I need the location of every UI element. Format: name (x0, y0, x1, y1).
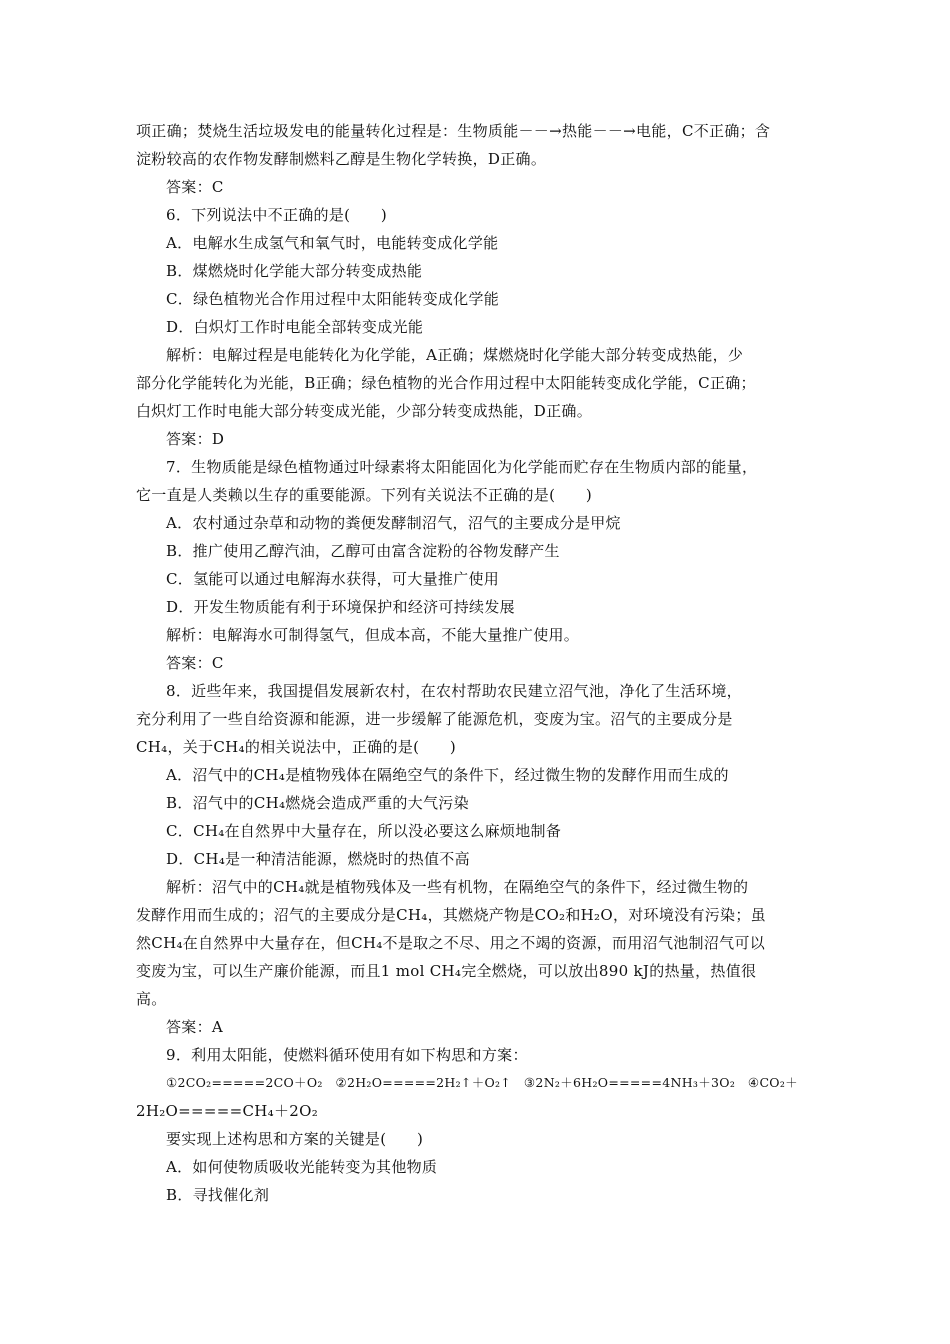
answer-line: 答案：A (166, 1018, 224, 1036)
question-8-option-b: B．沼气中的CH₄燃烧会造成严重的大气污染 (166, 794, 469, 812)
text-line: 淀粉较高的农作物发酵制燃料乙醇是生物化学转换，D正确。 (136, 150, 547, 168)
question-7-option-a: A．农村通过杂草和动物的粪便发酵制沼气，沼气的主要成分是甲烷 (166, 514, 621, 532)
question-7-option-c: C．氢能可以通过电解海水获得，可大量推广使用 (166, 570, 500, 588)
question-8-stem: 充分利用了一些自给资源和能源，进一步缓解了能源危机，变废为宝。沼气的主要成分是 (136, 710, 733, 728)
analysis-line: 白炽灯工作时电能大部分转变成光能，少部分转变成热能，D正确。 (136, 402, 593, 420)
question-7-option-b: B．推广使用乙醇汽油，乙醇可由富含淀粉的谷物发酵产生 (166, 542, 560, 560)
question-9-stem: 9．利用太阳能，使燃料循环使用有如下构思和方案： (166, 1046, 528, 1064)
analysis-line: 高。 (136, 990, 167, 1008)
question-9-option-b: B．寻找催化剂 (166, 1186, 270, 1204)
question-8-option-d: D．CH₄是一种清洁能源，燃烧时的热值不高 (166, 850, 470, 868)
question-6-option-c: C．绿色植物光合作用过程中太阳能转变成化学能 (166, 290, 500, 308)
answer-line: 答案：C (166, 654, 224, 672)
question-6-option-d: D．白炽灯工作时电能全部转变成光能 (166, 318, 424, 336)
answer-line: 答案：D (166, 430, 225, 448)
question-8-option-c: C．CH₄在自然界中大量存在，所以没必要这么麻烦地制备 (166, 822, 562, 840)
analysis-line: 然CH₄在自然界中大量存在，但CH₄不是取之不尽、用之不竭的资源，而用沼气池制沼气可以 (136, 934, 766, 952)
question-8-stem: CH₄，关于CH₄的相关说法中，正确的是( ) (136, 738, 457, 756)
analysis-line: 解析：电解过程是电能转化为化学能，A正确；煤燃烧时化学能大部分转变成热能，少 (166, 346, 744, 364)
question-8-option-a: A．沼气中的CH₄是植物残体在隔绝空气的条件下，经过微生物的发酵作用而生成的 (166, 766, 729, 784)
question-9-option-a: A．如何使物质吸收光能转变为其他物质 (166, 1158, 438, 1176)
analysis-line: 解析：沼气中的CH₄就是植物残体及一些有机物，在隔绝空气的条件下，经过微生物的 (166, 878, 749, 896)
question-9-prompt: 要实现上述构思和方案的关键是( ) (166, 1130, 424, 1148)
analysis-line: 部分化学能转化为光能，B正确；绿色植物的光合作用过程中太阳能转变成化学能，C正确； (136, 374, 756, 392)
question-7-option-d: D．开发生物质能有利于环境保护和经济可持续发展 (166, 598, 515, 616)
question-7-stem: 7．生物质能是绿色植物通过叶绿素将太阳能固化为化学能而贮存在生物质内部的能量， (166, 458, 758, 476)
question-8-stem: 8．近些年来，我国提倡发展新农村，在农村帮助农民建立沼气池，净化了生活环境， (166, 682, 742, 700)
analysis-line: 解析：电解海水可制得氢气，但成本高，不能大量推广使用。 (166, 626, 580, 644)
text-line: 项正确；焚烧生活垃圾发电的能量转化过程是：生物质能－－→热能－－→电能，C不正确；含 (136, 122, 771, 140)
analysis-line: 发酵作用而生成的；沼气的主要成分是CH₄，其燃烧产物是CO₂和H₂O，对环境没有污染；虽 (136, 906, 766, 924)
question-9-equations: 2H₂O=====CH₄＋2O₂ (136, 1102, 319, 1120)
question-9-equations: ①2CO₂=====2CO＋O₂ ②2H₂O=====2H₂↑＋O₂↑ ③2N₂＋6H₂O=====4NH₃＋3O₂ ④CO₂＋ (166, 1075, 798, 1090)
question-6-option-a: A．电解水生成氢气和氧气时，电能转变成化学能 (166, 234, 499, 252)
question-6-stem: 6．下列说法中不正确的是( ) (166, 206, 388, 224)
analysis-line: 变废为宝，可以生产廉价能源，而且1 mol CH₄完全燃烧，可以放出890 kJ的热量，热值很 (136, 962, 757, 980)
question-7-stem: 它一直是人类赖以生存的重要能源。下列有关说法不正确的是( ) (136, 486, 593, 504)
answer-line: 答案：C (166, 178, 224, 196)
question-6-option-b: B．煤燃烧时化学能大部分转变成热能 (166, 262, 423, 280)
